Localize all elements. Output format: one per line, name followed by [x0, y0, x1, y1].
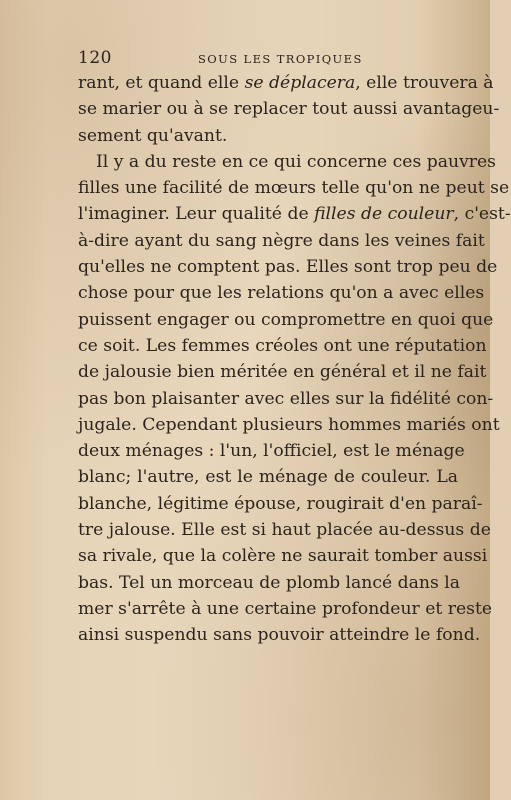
text-line: jugale. Cependant plusieurs hommes mariés ont — [78, 414, 500, 435]
text-line: mer s'arrête à une certaine profondeur et reste — [78, 598, 493, 619]
text-line: sa rivale, que la colère ne saurait tomber aussi — [78, 546, 488, 567]
text-line: filles une facilité de mœurs telle qu'on ne peut se — [78, 178, 510, 199]
text-line: sement qu'avant. — [78, 125, 228, 146]
text-line: tre jalouse. Elle est si haut placée au-dessus de — [78, 520, 491, 541]
text-line: de jalousie bien méritée en général et il ne fait — [78, 362, 487, 383]
text-line: se marier ou à se replacer tout aussi avantageu- — [78, 99, 500, 120]
text-line: rant, et quand elle se déplacera, elle trouvera à — [78, 73, 494, 93]
text-line: puissent engager ou compromettre en quoi que — [78, 309, 494, 330]
text-line: l'imaginer. Leur qualité de filles de couleur, c'est- — [78, 204, 511, 225]
text-line: chose pour que les relations qu'on a avec elles — [78, 283, 485, 304]
text-line: pas bon plaisanter avec elles sur la fidélité con- — [78, 388, 494, 409]
running-title: SOUS LES TROPIQUES — [198, 52, 363, 66]
text-line: ce soit. Les femmes créoles ont une réputation — [78, 335, 487, 356]
text-line: qu'elles ne comptent pas. Elles sont trop peu de — [78, 257, 498, 278]
text-line: à-dire ayant du sang nègre dans les veines fait — [78, 230, 485, 251]
text-line: blanc; l'autre, est le ménage de couleur. La — [78, 467, 458, 488]
body-text — [78, 70, 511, 649]
text-line: blanche, légitime épouse, rougirait d'en paraî- — [78, 493, 483, 514]
text-line: Il y a du reste en ce qui concerne ces pauvres — [96, 151, 496, 172]
text-line: bas. Tel un morceau de plomb lancé dans la — [78, 572, 460, 593]
page-number: 120 — [78, 48, 112, 68]
emphasis: filles de couleur — [314, 204, 454, 225]
emphasis: se déplacera — [244, 73, 356, 93]
text-line: ainsi suspendu sans pouvoir atteindre le fond. — [78, 625, 481, 646]
text-line: deux ménages : l'un, l'officiel, est le ménage — [78, 441, 465, 462]
page-header — [78, 48, 456, 72]
